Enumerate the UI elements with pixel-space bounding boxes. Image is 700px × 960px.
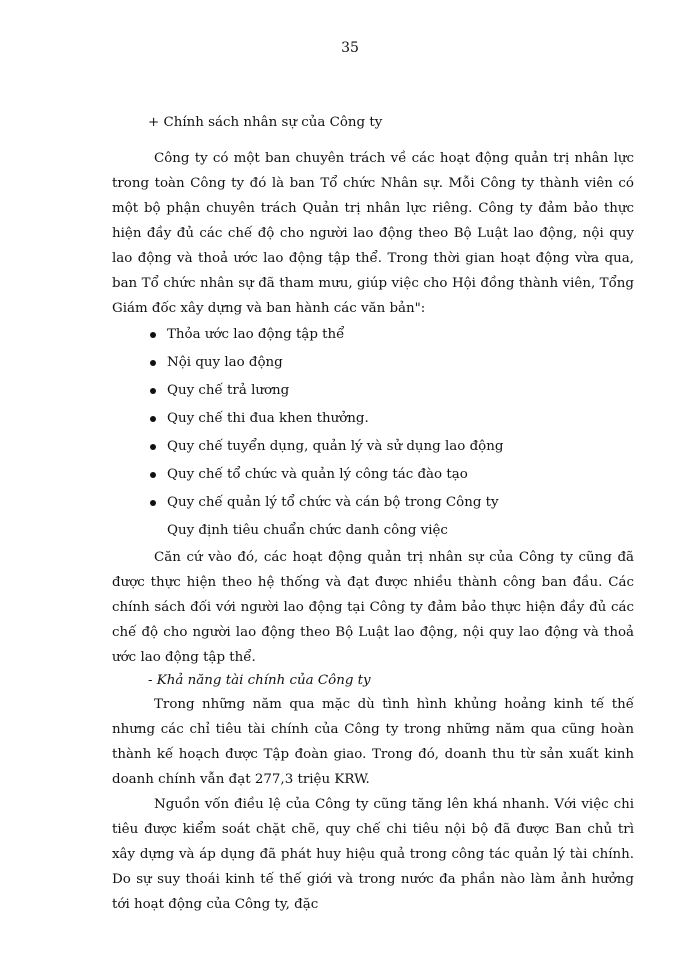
- document-body: [112, 112, 634, 917]
- list-item: Quy chế trả lương: [112, 377, 634, 405]
- bullet-icon: [150, 332, 156, 338]
- list-item-extra: Quy định tiêu chuẩn chức danh công việc: [167, 523, 448, 538]
- paragraph-hr-conclusion: Căn cứ vào đó, các hoạt động quản trị nhân sự của Công ty cũng đã được thực hiện theo hệ thống và đạt được nhiều thành công ban đầu. Các chính sách đối với người lao động tại Công ty đảm bảo thực hiện đầy đủ các chế độ cho người lao động theo Bộ Luật lao động, nội quy lao động và thoả ước lao động tập thể.: [112, 550, 634, 665]
- bullet-icon: [150, 444, 156, 450]
- bullet-icon: [150, 500, 156, 506]
- document-list: [112, 321, 634, 517]
- section-heading-hr-policy: + Chính sách nhân sự của Công ty: [148, 115, 383, 130]
- bullet-icon: [150, 416, 156, 422]
- bullet-icon: [150, 472, 156, 478]
- bullet-icon: [150, 360, 156, 366]
- page-number: 35: [341, 40, 359, 56]
- paragraph-hr-intro: Công ty có một ban chuyên trách về các hoạt động quản trị nhân lực trong toàn Công ty đó là ban Tổ chức Nhân sự. Mỗi Công ty thành viên có một bộ phận chuyên trách Quản trị nhân lực riêng. Công ty đảm bảo thực hiện đầy đủ các chế độ cho người lao động theo Bộ Luật lao động, nội quy lao động và thoả ước lao động tập thể. Trong thời gian hoạt động vừa qua, ban Tổ chức nhân sự đã tham mưu, giúp việc cho Hội đồng thành viên, Tổng Giám đốc xây dựng và ban hành các văn bản":: [112, 151, 634, 316]
- list-item: Nội quy lao động: [112, 349, 634, 377]
- list-item: Quy chế tuyển dụng, quản lý và sử dụng lao động: [112, 433, 634, 461]
- section-heading-finance: - Khả năng tài chính của Công ty: [148, 673, 371, 688]
- list-item: Quy chế quản lý tổ chức và cán bộ trong Công ty: [112, 489, 634, 517]
- list-item: Quy chế tổ chức và quản lý công tác đào tạo: [112, 461, 634, 489]
- paragraph-finance-1: Trong những năm qua mặc dù tình hình khủng hoảng kinh tế thế nhưng các chỉ tiêu tài chính của Công ty trong những năm qua cũng hoàn thành kế hoạch được Tập đoàn giao. Trong đó, doanh thu từ sản xuất kinh doanh chính vẫn đạt 277,3 triệu KRW.: [112, 697, 634, 787]
- list-item: Quy chế thi đua khen thưởng.: [112, 405, 634, 433]
- paragraph-finance-2: Nguồn vốn điều lệ của Công ty cũng tăng lên khá nhanh. Với việc chi tiêu được kiểm soát chặt chẽ, quy chế chi tiêu nội bộ đã được Ban chủ trì xây dựng và áp dụng đã phát huy hiệu quả trong công tác quản lý tài chính. Do sự suy thoái kinh tế thế giới và trong nước đa phần nào làm ảnh hưởng tới hoạt động của Công ty, đặc: [112, 797, 634, 912]
- list-item: Thỏa ước lao động tập thể: [112, 321, 634, 349]
- bullet-icon: [150, 388, 156, 394]
